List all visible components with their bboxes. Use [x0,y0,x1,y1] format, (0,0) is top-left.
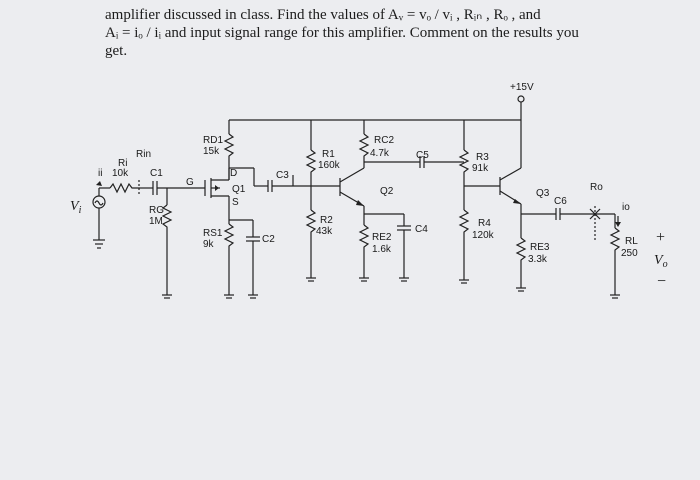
c6-label: C6 [554,196,567,207]
c2-label: C2 [262,234,275,245]
c1-label: C1 [150,168,163,179]
supply-terminal [518,96,524,102]
r3-label: R3 [476,152,489,163]
rl-label: RL [625,236,638,247]
q2-label: Q2 [380,186,394,197]
re3-label: RE3 [530,242,550,253]
vi-label: $V_i$ [70,199,82,216]
io-label: io [622,202,630,213]
re3-value: 3.3k [528,254,547,265]
resistor-r2 [307,210,315,278]
ri-value: 10k [112,168,129,179]
resistor-r1 [307,150,315,186]
q3-label: Q3 [536,188,550,199]
resistor-r3 [460,150,468,186]
ro-label: Ro [590,182,603,193]
r4-label: R4 [478,218,491,229]
c3-label: C3 [276,170,289,181]
vo-label: $V_o$ [654,253,668,270]
resistor-rs1 [225,224,233,295]
gate-label: G [186,177,194,188]
resistor-re2 [360,225,368,278]
re2-label: RE2 [372,232,392,243]
vo-plus-sign: + [656,229,666,246]
rd1-value: 15k [203,146,220,157]
r3-value: 91k [472,163,489,174]
c4-label: C4 [415,224,428,235]
rin-label: Rin [136,149,152,160]
vo-minus-sign: − [657,273,667,290]
r1-value: 160k [318,160,340,171]
rg-value: 1M [149,216,163,227]
problem-line-3: get. [105,43,128,59]
c5-label: C5 [416,150,429,161]
resistor-rl [611,228,619,295]
supply-voltage-label: +15V [510,82,534,93]
r4-value: 120k [472,230,494,241]
r2-value: 43k [316,226,333,237]
ri-label: Ri [118,158,128,169]
r1-label: R1 [322,149,335,160]
resistor-ri [110,184,140,192]
resistor-re3 [517,238,525,288]
problem-line-1: amplifier discussed in class. Find the values of Aᵥ = vₒ / vᵢ , Rᵢₙ , Rₒ , and [105,7,541,23]
re2-value: 1.6k [372,244,391,255]
source-label: S [232,197,239,208]
resistor-rg [163,205,171,295]
problem-line-2: Aᵢ = iₒ / iᵢ and input signal range for this amplifier. Comment on the results you [105,25,579,41]
rs1-value: 9k [203,239,214,250]
q1-label: Q1 [232,184,246,195]
rs1-label: RS1 [203,228,223,239]
rc2-label: RC2 [374,135,395,146]
r2-label: R2 [320,215,333,226]
rl-value: 250 [621,248,638,259]
rd1-label: RD1 [203,135,224,146]
rg-label: RG [149,205,164,216]
drain-label: D [230,168,238,179]
resistor-rc2 [360,134,368,168]
rc2-value: 4.7k [370,148,389,159]
resistor-r4 [460,210,468,280]
ii-label: ii [98,168,103,179]
